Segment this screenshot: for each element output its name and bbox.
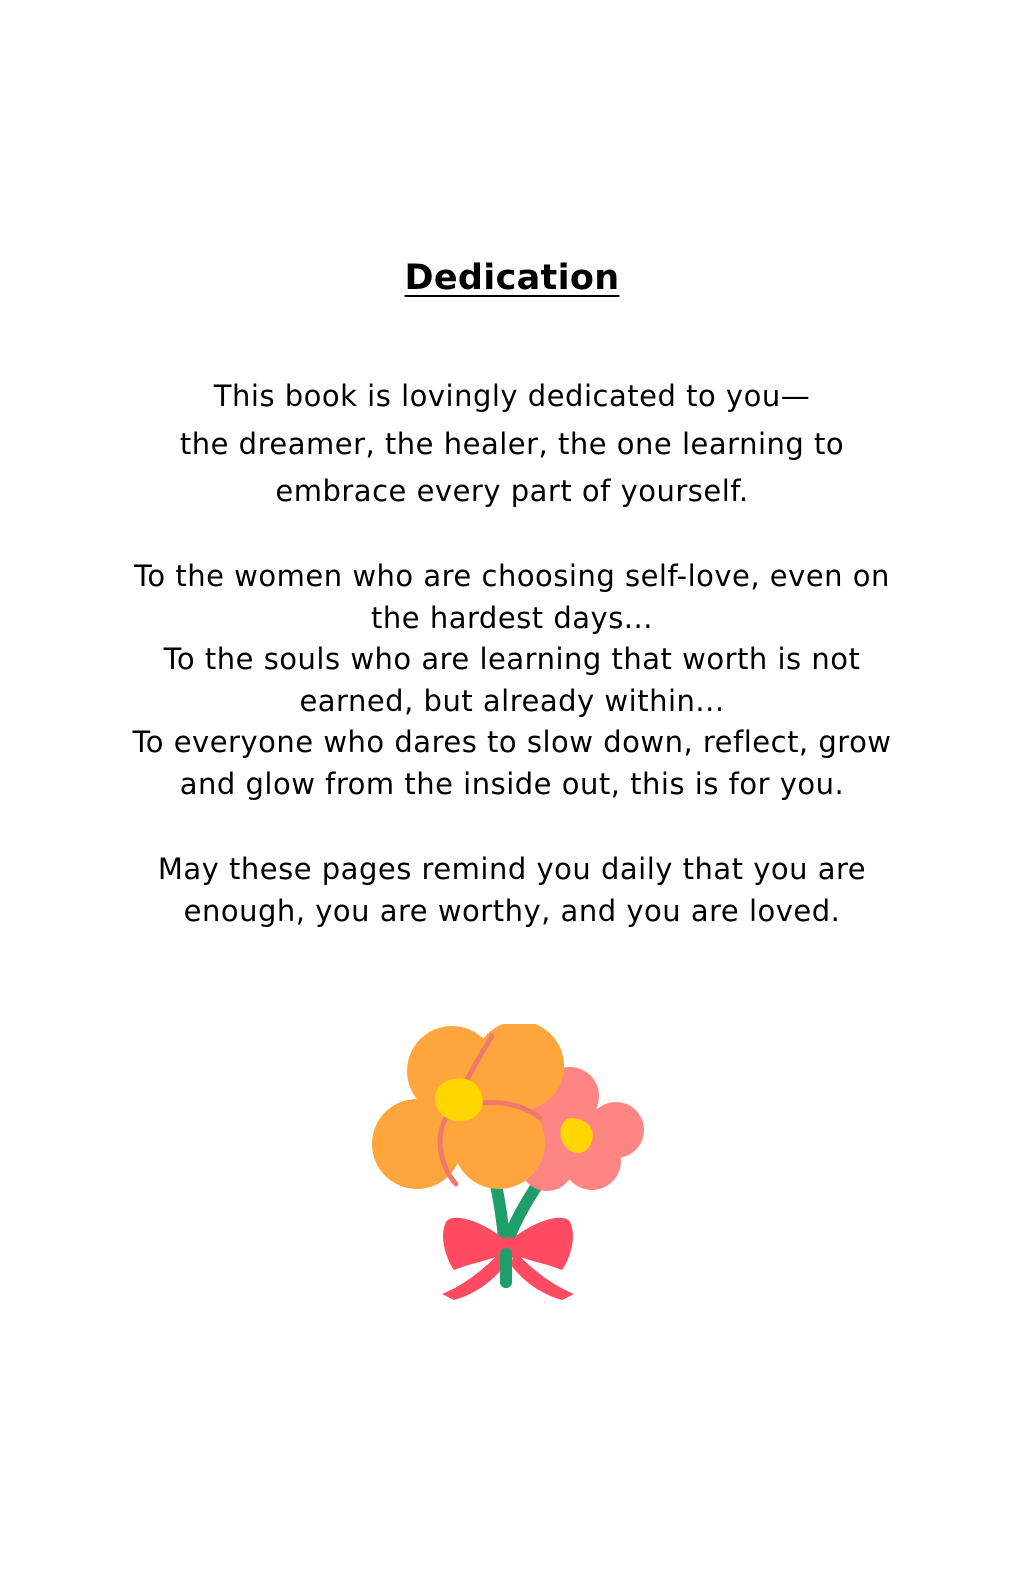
page-title: Dedication xyxy=(404,258,620,298)
dedication-paragraph xyxy=(100,373,924,516)
flower-bouquet-icon xyxy=(372,1024,646,1300)
paragraph-line: May these pages remind you daily that you are xyxy=(157,852,867,886)
paragraph-line: earned, but already within... xyxy=(299,683,725,718)
paragraph-line: enough, you are worthy, and you are loved. xyxy=(183,894,841,928)
dedication-paragraph xyxy=(100,556,924,806)
paragraph-line: To the souls who are learning that worth is not xyxy=(163,642,861,677)
paragraph-line: the hardest days... xyxy=(371,600,653,635)
paragraph-line: To the women who are choosing self-love, even on xyxy=(134,559,890,593)
paragraph-line: embrace every part of yourself. xyxy=(275,474,749,508)
dedication-paragraph xyxy=(100,848,924,932)
paragraph-line: and glow from the inside out, this is for you. xyxy=(179,766,845,801)
paragraph-line: To everyone who dares to slow down, reflect, grow xyxy=(132,725,892,760)
paragraph-line: This book is lovingly dedicated to you— xyxy=(213,379,811,413)
paragraph-line: the dreamer, the healer, the one learning to xyxy=(179,426,845,461)
